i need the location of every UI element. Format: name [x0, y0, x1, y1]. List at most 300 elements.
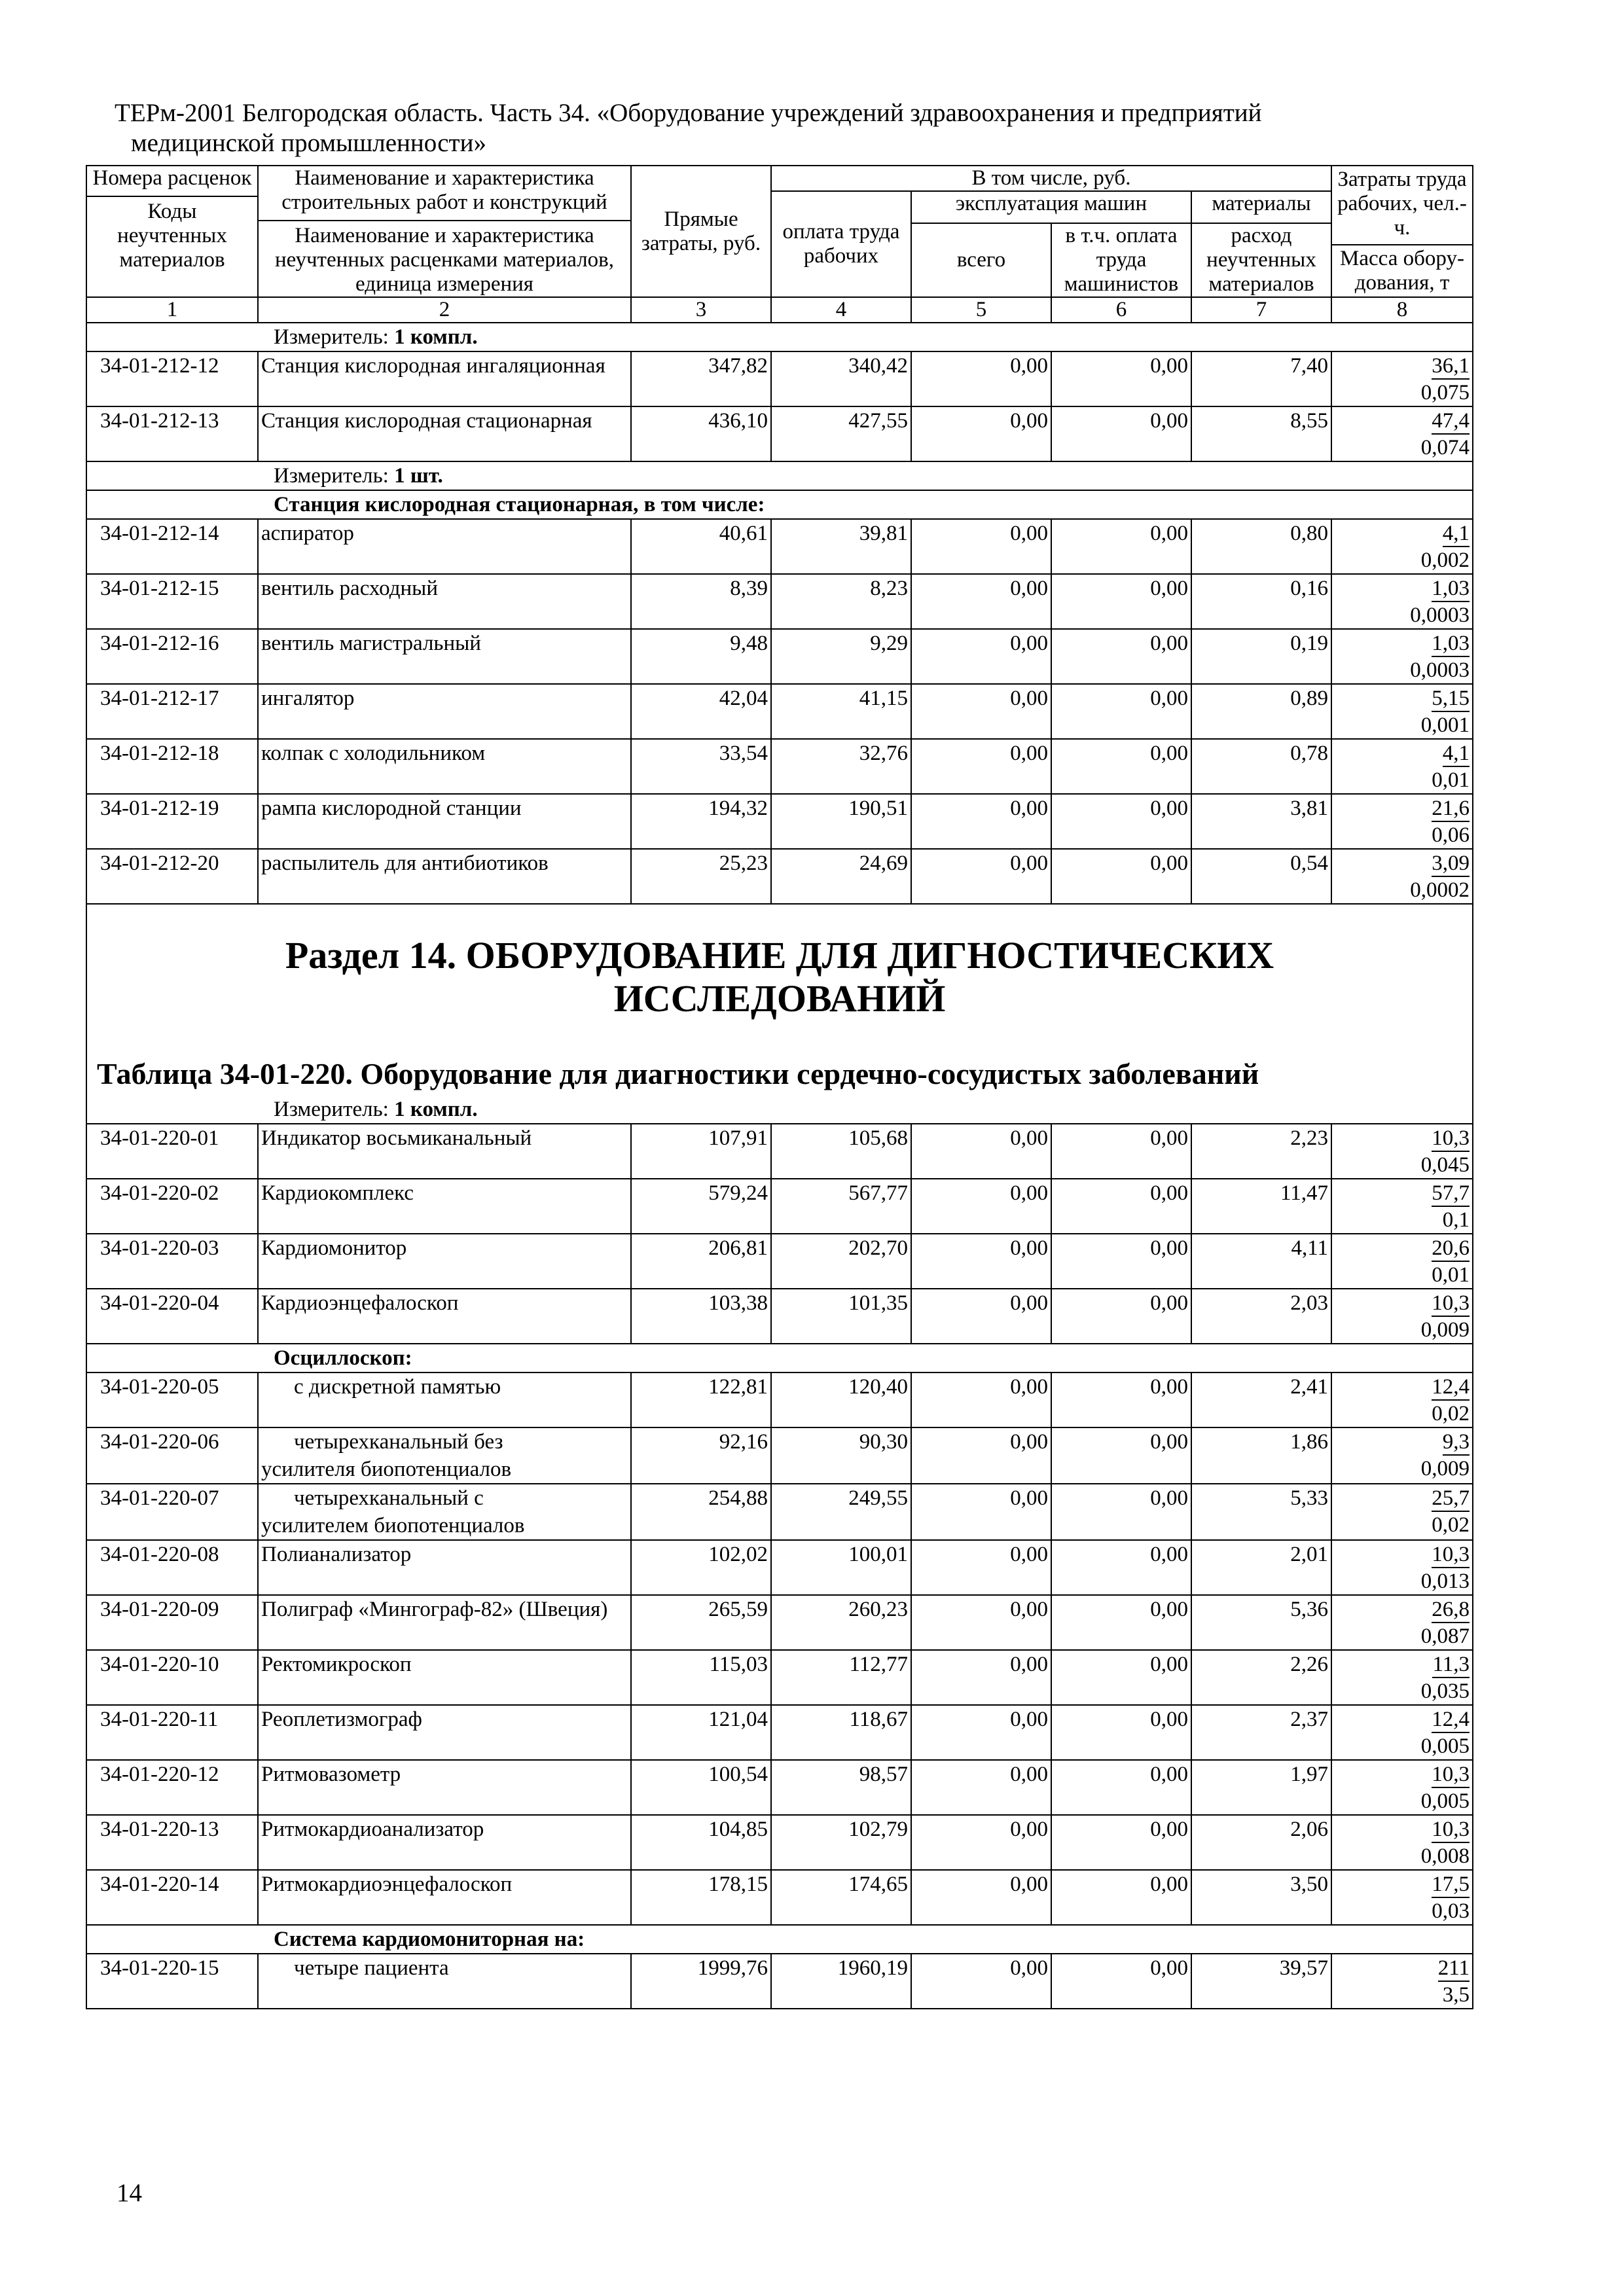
rate-name-text: вентиль магистральный: [261, 632, 481, 655]
group-row: [86, 1344, 1473, 1372]
rate-code: 34-01-220-08: [86, 1540, 258, 1595]
labor-hours: 9,3: [1443, 1429, 1470, 1456]
rate-name: [258, 1870, 631, 1925]
rate-name-text: Кардиокомплекс: [261, 1181, 414, 1205]
col-num-4: 4: [771, 297, 911, 323]
rate-code: 34-01-220-15: [86, 1954, 258, 2009]
labor-mass: [1331, 1540, 1473, 1595]
rate-code: 34-01-220-13: [86, 1815, 258, 1870]
col-num-7: 7: [1191, 297, 1331, 323]
machines-total: 0,00: [911, 351, 1051, 406]
rate-code: 34-01-212-16: [86, 629, 258, 684]
table-row: [86, 406, 1473, 461]
rate-code: 34-01-212-17: [86, 684, 258, 739]
labor-hours: 4,1: [1443, 521, 1470, 547]
table-row: [86, 739, 1473, 794]
meter-value: 1 шт.: [394, 464, 443, 488]
equipment-mass: 0,002: [1420, 548, 1470, 572]
equipment-mass: 0,005: [1420, 1789, 1470, 1813]
equipment-mass: 0,01: [1432, 768, 1470, 792]
materials: 2,37: [1191, 1705, 1331, 1760]
rate-name: [258, 406, 631, 461]
direct-costs: 579,24: [631, 1179, 771, 1234]
materials: 3,81: [1191, 794, 1331, 849]
rate-name-text: Станция кислородная стационарная: [261, 409, 592, 433]
rate-name: [258, 1427, 631, 1484]
rate-name-text: четырехканальный без: [294, 1430, 503, 1454]
direct-costs: 9,48: [631, 629, 771, 684]
rate-name: [258, 1540, 631, 1595]
table-body: [86, 323, 1473, 2009]
direct-costs: 102,02: [631, 1540, 771, 1595]
machinist-pay: 0,00: [1051, 739, 1191, 794]
rate-code: 34-01-220-10: [86, 1650, 258, 1705]
rate-name: [258, 629, 631, 684]
meter-row: [86, 323, 1473, 351]
labor-mass: [1331, 1650, 1473, 1705]
machinist-pay: 0,00: [1051, 1124, 1191, 1179]
direct-costs: 42,04: [631, 684, 771, 739]
col-2-header: Наименование и характеристика строительных работ и конструкций Наименование и характеристика неучтенных расценками материалов, единица измерения: [258, 166, 631, 297]
labor-mass: [1331, 406, 1473, 461]
col-num-6: 6: [1051, 297, 1191, 323]
direct-costs: 178,15: [631, 1870, 771, 1925]
machines-total: 0,00: [911, 1289, 1051, 1344]
machinist-pay: 0,00: [1051, 849, 1191, 904]
labor-pay: 427,55: [771, 406, 911, 461]
header-line-1: ТЕРм-2001 Белгородская область. Часть 34. «Оборудование учреждений здравоохранения и предприятий: [115, 99, 1262, 127]
rate-code: 34-01-212-20: [86, 849, 258, 904]
rate-name-text: Ритмокардиоэнцефалоскоп: [261, 1873, 513, 1896]
table-row: [86, 1289, 1473, 1344]
machines-total: 0,00: [911, 739, 1051, 794]
meter-label: Измеритель:: [274, 325, 395, 349]
machines-total: 0,00: [911, 1427, 1051, 1484]
labor-hours: 3,09: [1432, 851, 1470, 877]
meter-value: 1 компл.: [394, 325, 478, 349]
labor-pay: 32,76: [771, 739, 911, 794]
equipment-mass: 0,0003: [1410, 658, 1470, 682]
rate-name: [258, 1595, 631, 1650]
labor-mass: [1331, 1427, 1473, 1484]
group-row: [86, 1925, 1473, 1954]
materials: 1,86: [1191, 1427, 1331, 1484]
rate-code: 34-01-220-01: [86, 1124, 258, 1179]
table-row: [86, 1595, 1473, 1650]
labor-mass: [1331, 1815, 1473, 1870]
labor-pay: 90,30: [771, 1427, 911, 1484]
rates-table: [86, 165, 1473, 2009]
labor-mass: [1331, 1595, 1473, 1650]
labor-hours: 5,15: [1432, 686, 1470, 712]
rate-name: [258, 1954, 631, 2009]
labor-mass: [1331, 1289, 1473, 1344]
labor-hours: 26,8: [1432, 1597, 1470, 1623]
machines-total: 0,00: [911, 1234, 1051, 1289]
machines-total: 0,00: [911, 574, 1051, 629]
labor-pay: 120,40: [771, 1372, 911, 1427]
col-num-8: 8: [1331, 297, 1473, 323]
labor-mass: [1331, 1870, 1473, 1925]
equipment-mass: 0,074: [1420, 436, 1470, 459]
table-row: [86, 1650, 1473, 1705]
labor-pay: 112,77: [771, 1650, 911, 1705]
labor-pay: 1960,19: [771, 1954, 911, 2009]
direct-costs: 33,54: [631, 739, 771, 794]
labor-pay: 190,51: [771, 794, 911, 849]
equipment-mass: 0,01: [1432, 1263, 1470, 1287]
labor-hours: 25,7: [1432, 1486, 1470, 1512]
rate-code: 34-01-220-12: [86, 1760, 258, 1815]
labor-mass: [1331, 1124, 1473, 1179]
machines-total: 0,00: [911, 684, 1051, 739]
labor-hours: 12,4: [1432, 1707, 1470, 1733]
rate-name: [258, 519, 631, 574]
materials: 3,50: [1191, 1870, 1331, 1925]
rate-name: [258, 794, 631, 849]
machines-total: 0,00: [911, 794, 1051, 849]
materials: 2,03: [1191, 1289, 1331, 1344]
rate-name: [258, 1650, 631, 1705]
machinist-pay: 0,00: [1051, 574, 1191, 629]
rate-name-text: колпак с холодильником: [261, 742, 486, 765]
machines-total: 0,00: [911, 1760, 1051, 1815]
rate-name-text: четырехканальный с: [294, 1486, 484, 1510]
labor-hours: 57,7: [1432, 1181, 1470, 1207]
rate-name-text: четыре пациента: [294, 1956, 449, 1980]
direct-costs: 254,88: [631, 1484, 771, 1540]
labor-hours: 36,1: [1432, 353, 1470, 380]
machinist-pay: 0,00: [1051, 1234, 1191, 1289]
rate-name-text: Ректомикроскоп: [261, 1653, 412, 1676]
rate-code: 34-01-220-04: [86, 1289, 258, 1344]
rate-name: [258, 739, 631, 794]
table-row: [86, 849, 1473, 904]
table-title: Таблица 34-01-220. Оборудование для диагностики сердечно-сосудистых заболеваний: [97, 1057, 1259, 1090]
materials: 2,26: [1191, 1650, 1331, 1705]
materials-header: материалы: [1191, 191, 1331, 223]
machinist-pay: 0,00: [1051, 1289, 1191, 1344]
group-title: Осциллоскоп:: [86, 1344, 1473, 1372]
machines-total: 0,00: [911, 1815, 1051, 1870]
machines-total: 0,00: [911, 406, 1051, 461]
equipment-mass: 0,02: [1432, 1402, 1470, 1426]
meter-cell: [86, 461, 1473, 490]
meter-cell: [87, 1092, 1472, 1123]
rate-name: [258, 351, 631, 406]
rate-name: [258, 684, 631, 739]
table-row: [86, 1540, 1473, 1595]
labor-hours: 10,3: [1432, 1762, 1470, 1788]
equipment-mass: 0,009: [1420, 1318, 1470, 1342]
labor-pay: 9,29: [771, 629, 911, 684]
machines-total: 0,00: [911, 1540, 1051, 1595]
machinist-pay: 0,00: [1051, 519, 1191, 574]
rate-name-text: вентиль расходный: [261, 577, 438, 600]
labor-mass: [1331, 1760, 1473, 1815]
rate-code: 34-01-212-12: [86, 351, 258, 406]
labor-hours: 10,3: [1432, 1542, 1470, 1568]
machinist-pay: 0,00: [1051, 684, 1191, 739]
rate-code: 34-01-220-14: [86, 1870, 258, 1925]
labor-mass: [1331, 794, 1473, 849]
table-row: [86, 1870, 1473, 1925]
labor-hours: 10,3: [1432, 1817, 1470, 1843]
machines-total: 0,00: [911, 1179, 1051, 1234]
labor-hours: 21,6: [1432, 796, 1470, 822]
equipment-mass: 0,009: [1420, 1457, 1470, 1480]
direct-costs: 206,81: [631, 1234, 771, 1289]
labor-pay: 105,68: [771, 1124, 911, 1179]
direct-costs: 92,16: [631, 1427, 771, 1484]
direct-costs: 107,91: [631, 1124, 771, 1179]
col-1-header: Номера расценок Коды неучтенных материалов: [86, 166, 258, 297]
labor-pay: 202,70: [771, 1234, 911, 1289]
direct-costs: 1999,76: [631, 1954, 771, 2009]
materials: 8,55: [1191, 406, 1331, 461]
table-row: [86, 794, 1473, 849]
labor-mass: [1331, 1372, 1473, 1427]
rate-name-text: Полианализатор: [261, 1543, 412, 1566]
machines-total: 0,00: [911, 1870, 1051, 1925]
machinist-pay: 0,00: [1051, 1760, 1191, 1815]
col-num-5: 5: [911, 297, 1051, 323]
labor-mass: [1331, 1234, 1473, 1289]
rate-name-text: Реоплетизмограф: [261, 1708, 422, 1731]
meter-value: 1 компл.: [394, 1098, 478, 1121]
materials: 0,78: [1191, 739, 1331, 794]
materials: 7,40: [1191, 351, 1331, 406]
labor-pay: 41,15: [771, 684, 911, 739]
machinist-pay: 0,00: [1051, 794, 1191, 849]
materials: 2,06: [1191, 1815, 1331, 1870]
meter-row: [86, 461, 1473, 490]
meter-cell: [86, 323, 1473, 351]
machinist-pay: 0,00: [1051, 406, 1191, 461]
direct-costs: 103,38: [631, 1289, 771, 1344]
machinist-pay: 0,00: [1051, 1540, 1191, 1595]
direct-costs: 104,85: [631, 1815, 771, 1870]
rate-name-text: ингалятор: [261, 687, 355, 710]
table-header: [86, 166, 1473, 323]
table-row: [86, 519, 1473, 574]
labor-hours: 11,3: [1432, 1652, 1470, 1678]
labor-mass: [1331, 1484, 1473, 1540]
labor-mass: [1331, 519, 1473, 574]
labor-pay: 39,81: [771, 519, 911, 574]
rate-name-text: распылитель для антибиотиков: [261, 852, 549, 875]
labor-pay: 98,57: [771, 1760, 911, 1815]
rate-name-text: аспиратор: [261, 522, 354, 545]
section-header-cell: [86, 904, 1473, 1124]
rate-name-text: Станция кислородная ингаляционная: [261, 354, 605, 378]
materials: 0,89: [1191, 684, 1331, 739]
equipment-mass: 0,045: [1420, 1153, 1470, 1177]
labor-mass: [1331, 629, 1473, 684]
machinist-pay: 0,00: [1051, 1870, 1191, 1925]
labor-pay: 340,42: [771, 351, 911, 406]
machinist-pay: 0,00: [1051, 1179, 1191, 1234]
table-row: [86, 1705, 1473, 1760]
section-title-line-1: Раздел 14. ОБОРУДОВАНИЕ ДЛЯ ДИГНОСТИЧЕСКИХ: [285, 934, 1274, 977]
direct-costs: 8,39: [631, 574, 771, 629]
equipment-mass: 0,0003: [1410, 603, 1470, 627]
labor-mass: [1331, 351, 1473, 406]
rate-name-text: рампа кислородной станции: [261, 797, 522, 820]
rate-name: [258, 1372, 631, 1427]
materials: 4,11: [1191, 1234, 1331, 1289]
materials: 5,33: [1191, 1484, 1331, 1540]
col-num-3: 3: [631, 297, 771, 323]
table-row: [86, 1234, 1473, 1289]
col-6-header: в т.ч. оплата труда машинистов: [1051, 223, 1191, 297]
rate-name-text: Ритмокардиоанализатор: [261, 1818, 484, 1841]
labor-pay: 567,77: [771, 1179, 911, 1234]
table-row: [86, 1372, 1473, 1427]
materials: 0,16: [1191, 574, 1331, 629]
table-row: [86, 574, 1473, 629]
table-row: [86, 351, 1473, 406]
table-row: [86, 1179, 1473, 1234]
rate-name: [258, 1234, 631, 1289]
machines-total: 0,00: [911, 519, 1051, 574]
rate-name: [258, 849, 631, 904]
machines-total: 0,00: [911, 1484, 1051, 1540]
section-title-line-2: ИССЛЕДОВАНИЙ: [613, 977, 946, 1020]
materials: 5,36: [1191, 1595, 1331, 1650]
labor-pay: 8,23: [771, 574, 911, 629]
col-4-header: оплата труда рабочих: [771, 191, 911, 297]
labor-hours: 20,6: [1432, 1236, 1470, 1262]
labor-hours: 4,1: [1443, 741, 1470, 767]
equipment-mass: 0,03: [1432, 1899, 1470, 1923]
rate-name: [258, 1705, 631, 1760]
labor-hours: 12,4: [1432, 1374, 1470, 1401]
rate-code: 34-01-212-13: [86, 406, 258, 461]
rate-name: [258, 1815, 631, 1870]
labor-pay: 24,69: [771, 849, 911, 904]
materials: 39,57: [1191, 1954, 1331, 2009]
labor-hours: 10,3: [1432, 1291, 1470, 1317]
machines-total: 0,00: [911, 1124, 1051, 1179]
rate-name: [258, 1760, 631, 1815]
machines-total: 0,00: [911, 1650, 1051, 1705]
table-row: [86, 1427, 1473, 1484]
labor-mass: [1331, 1705, 1473, 1760]
equipment-mass: 0,087: [1420, 1624, 1470, 1648]
materials: 0,80: [1191, 519, 1331, 574]
labor-pay: 101,35: [771, 1289, 911, 1344]
machinist-pay: 0,00: [1051, 351, 1191, 406]
labor-pay: 102,79: [771, 1815, 911, 1870]
rate-name: [258, 1179, 631, 1234]
col-num-1: 1: [86, 297, 258, 323]
materials: 2,23: [1191, 1124, 1331, 1179]
labor-pay: 249,55: [771, 1484, 911, 1540]
group-row: [86, 490, 1473, 519]
machines-total: 0,00: [911, 629, 1051, 684]
rate-code: 34-01-220-09: [86, 1595, 258, 1650]
rate-name-cont: усилителя биопотенциалов: [261, 1458, 512, 1481]
labor-mass: [1331, 849, 1473, 904]
document-header: [115, 98, 1476, 158]
machinist-pay: 0,00: [1051, 1427, 1191, 1484]
rate-name: [258, 1484, 631, 1540]
page-number: 14: [117, 2179, 142, 2207]
meter-label: Измеритель:: [274, 1098, 395, 1121]
machinist-pay: 0,00: [1051, 1595, 1191, 1650]
direct-costs: 121,04: [631, 1705, 771, 1760]
table-row: [86, 684, 1473, 739]
rate-name: [258, 574, 631, 629]
direct-costs: 122,81: [631, 1372, 771, 1427]
equipment-mass: 0,06: [1432, 823, 1470, 847]
included-header: В том числе, руб.: [771, 166, 1331, 191]
rate-name-text: Индикатор восьмиканальный: [261, 1126, 532, 1150]
col-8-header: Затраты труда рабочих, чел.-ч. Масса обору-дования, т: [1331, 166, 1473, 297]
rate-code: 34-01-212-14: [86, 519, 258, 574]
machinist-pay: 0,00: [1051, 1815, 1191, 1870]
equipment-mass: 0,001: [1420, 713, 1470, 737]
equipment-mass: 0,02: [1432, 1513, 1470, 1537]
table-row: [86, 1760, 1473, 1815]
rate-code: 34-01-220-11: [86, 1705, 258, 1760]
table-row: [86, 1954, 1473, 2009]
header-line-2: медицинской промышленности»: [131, 129, 486, 157]
rate-code: 34-01-212-15: [86, 574, 258, 629]
machines-total: 0,00: [911, 1595, 1051, 1650]
direct-costs: 25,23: [631, 849, 771, 904]
labor-mass: [1331, 1954, 1473, 2009]
labor-hours: 211: [1438, 1956, 1470, 1982]
col-5-header: всего: [911, 223, 1051, 297]
direct-costs: 347,82: [631, 351, 771, 406]
rate-name: [258, 1289, 631, 1344]
group-title: Система кардиомониторная на:: [86, 1925, 1473, 1954]
machinist-pay: 0,00: [1051, 629, 1191, 684]
meter-label: Измеритель:: [274, 464, 395, 488]
table-row: [86, 1484, 1473, 1540]
machines-total: 0,00: [911, 1705, 1051, 1760]
machinist-pay: 0,00: [1051, 1484, 1191, 1540]
direct-costs: 115,03: [631, 1650, 771, 1705]
direct-costs: 100,54: [631, 1760, 771, 1815]
rate-code: 34-01-212-18: [86, 739, 258, 794]
materials: 0,54: [1191, 849, 1331, 904]
materials: 2,41: [1191, 1372, 1331, 1427]
machinist-pay: 0,00: [1051, 1372, 1191, 1427]
section-header-row: [86, 904, 1473, 1124]
labor-mass: [1331, 1179, 1473, 1234]
group-title: Станция кислородная стационарная, в том числе:: [86, 490, 1473, 519]
col-7-header: расход неучтенных материалов: [1191, 223, 1331, 297]
rate-code: 34-01-220-06: [86, 1427, 258, 1484]
labor-hours: 47,4: [1432, 408, 1470, 435]
machines-total: 0,00: [911, 1372, 1051, 1427]
labor-hours: 10,3: [1432, 1126, 1470, 1152]
rate-name-text: Кардиомонитор: [261, 1236, 407, 1260]
equipment-mass: 0,1: [1442, 1208, 1470, 1232]
labor-hours: 1,03: [1432, 576, 1470, 602]
table-row: [86, 1124, 1473, 1179]
machines-total: 0,00: [911, 849, 1051, 904]
rate-name: [258, 1124, 631, 1179]
rate-code: 34-01-212-19: [86, 794, 258, 849]
labor-hours: 1,03: [1432, 631, 1470, 657]
equipment-mass: 0,013: [1420, 1570, 1470, 1593]
machines-header: эксплуатация машин: [911, 191, 1191, 223]
col-num-2: 2: [258, 297, 631, 323]
